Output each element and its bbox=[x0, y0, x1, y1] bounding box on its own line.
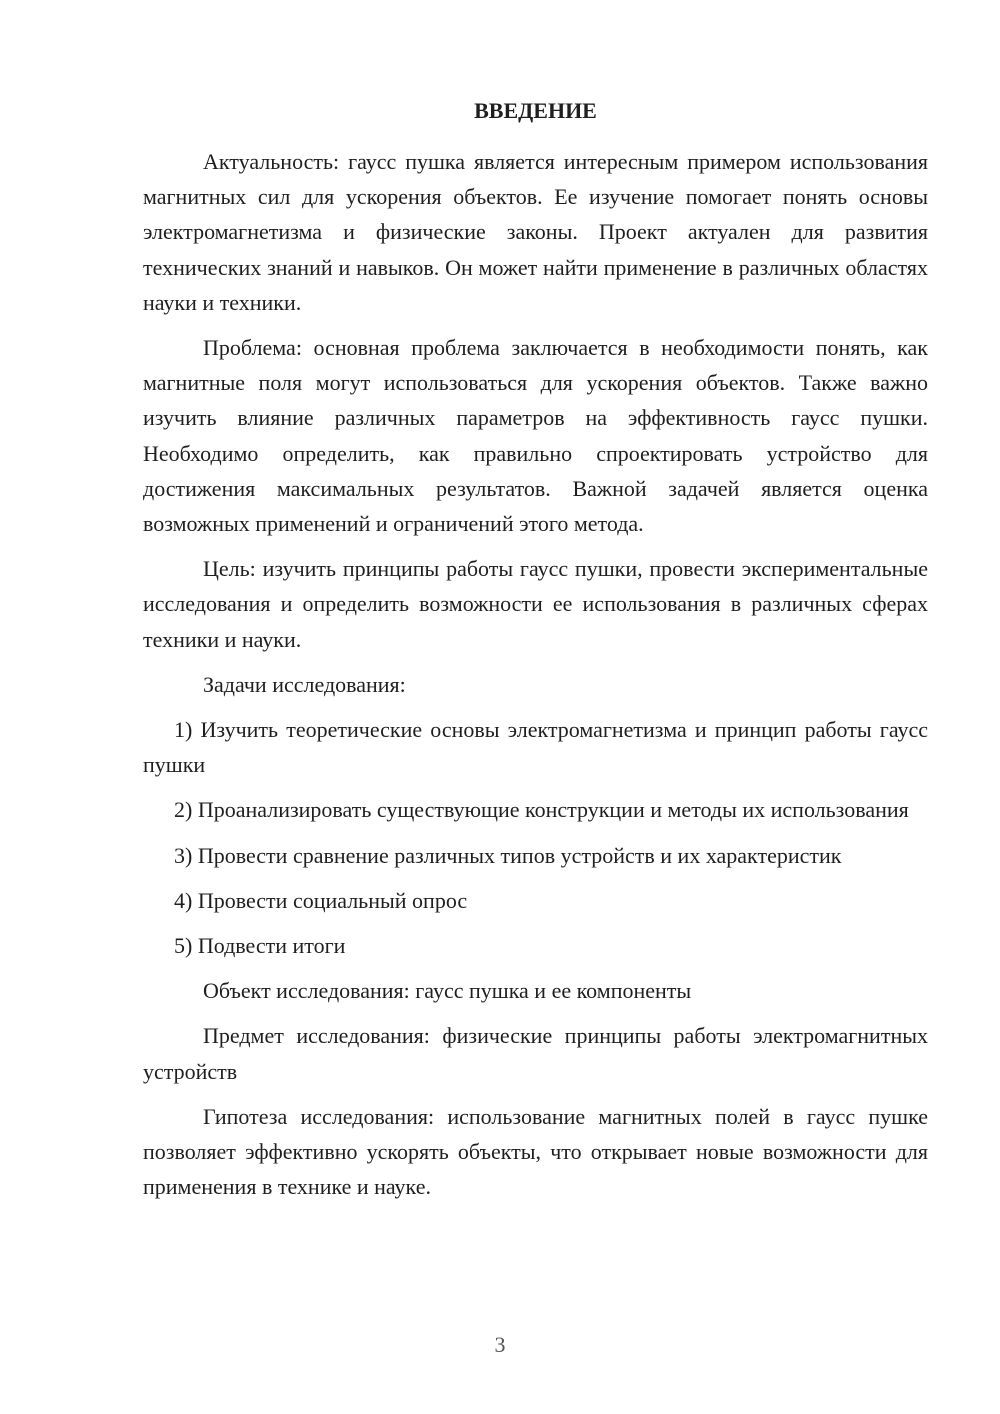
paragraph-object: Объект исследования: гаусс пушка и ее компоненты bbox=[203, 978, 692, 1004]
task-item: 1) Изучить теоретические основы электромагнетизма и принцип работы гаусс пушки bbox=[143, 717, 928, 778]
paragraph-goal: Цель: изучить принципы работы гаусс пушки, провести экспериментальные исследования и определить возможности ее использования в различных сферах техники и науки. bbox=[143, 556, 928, 652]
document-page bbox=[143, 92, 928, 1214]
paragraph-hypothesis: Гипотеза исследования: использование магнитных полей в гаусс пушке позволяет эффективно ускорять объекты, что открывает новые возможности для применения в технике и науке. bbox=[143, 1103, 928, 1200]
tasks-heading: Задачи исследования: bbox=[203, 671, 406, 697]
paragraph-problem: Проблема: основная проблема заключается в необходимости понять, как магнитные поля могут использоваться для ускорения объектов. Также важно изучить влияние различных параметров на эффективность гаусс пушки. Необходимо определить, как правильно спроектировать устройство для достижения максимальных результатов. Важной задачей является оценка возможных применений и ограничений этого метода. bbox=[143, 335, 928, 537]
task-item: 5) Подвести итоги bbox=[174, 933, 346, 959]
task-item: 2) Проанализировать существующие конструкции и методы их использования bbox=[174, 797, 909, 823]
paragraph-subject: Предмет исследования: физические принципы работы электромагнитных устройств bbox=[143, 1023, 928, 1084]
paragraph-relevance: Актуальность: гаусс пушка является интересным примером использования магнитных сил для ускорения объектов. Ее изучение помогает понять основы электромагнетизма и физические законы. Проект актуален для развития технических знаний и навыков. Он может найти применение в различных областях науки и техники. bbox=[143, 149, 928, 315]
section-title: ВВЕДЕНИЕ bbox=[474, 98, 597, 123]
page-number: 3 bbox=[494, 1332, 506, 1357]
task-item: 3) Провести сравнение различных типов устройств и их характеристик bbox=[174, 842, 842, 868]
task-item: 4) Провести социальный опрос bbox=[174, 887, 468, 913]
